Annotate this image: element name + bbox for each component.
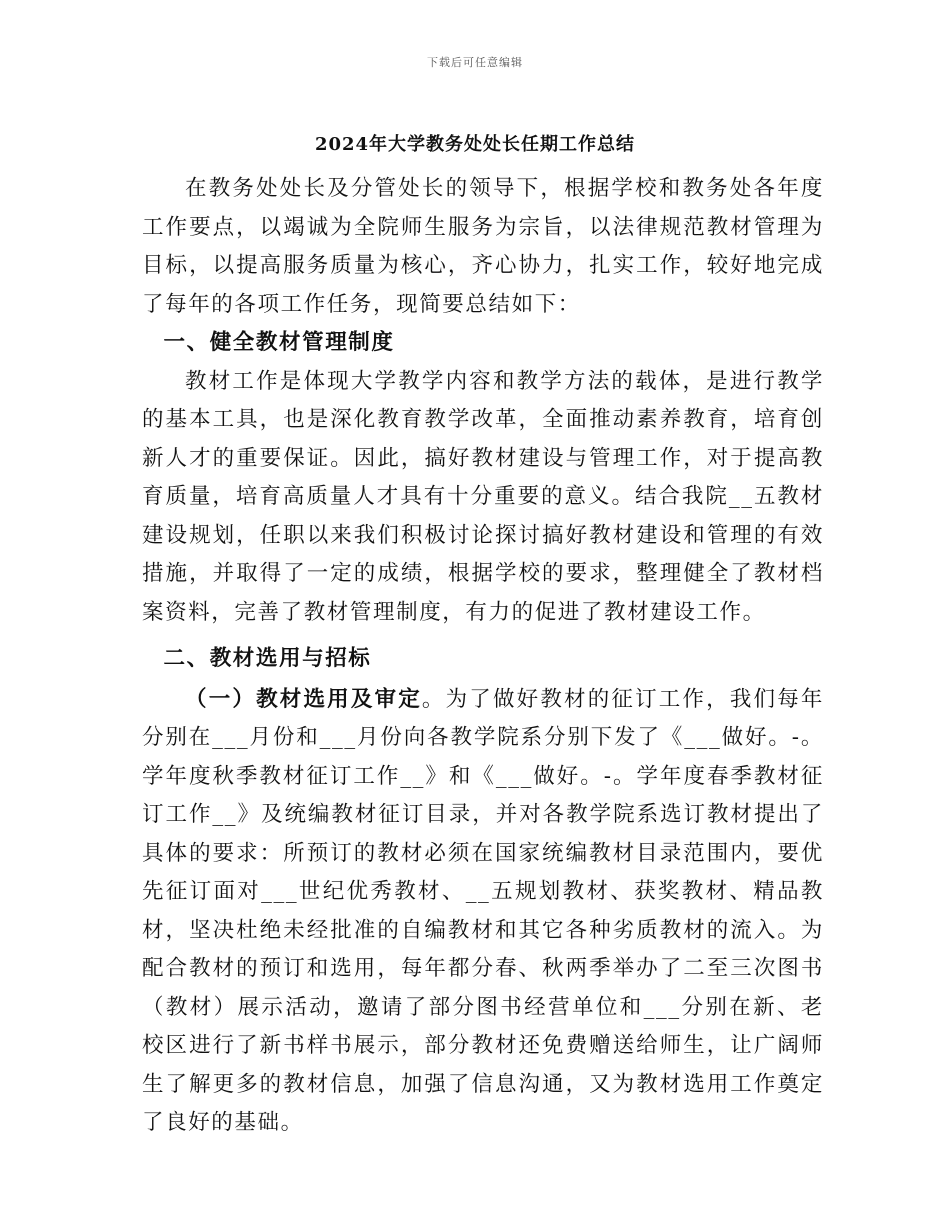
header-note: 下载后可任意编辑 (427, 56, 523, 69)
section-2-paragraph (142, 681, 824, 1143)
document-title: 2024年大学教务处处长任期工作总结 (314, 134, 636, 155)
subsection-1-text: 。为了做好教材的征订工作，我们每年分别在___月份和___月份向各教学院系分别下发了《___做好。-。学年度秋季教材征订工作__》和《___做好。-。学年度春季教材征订工作__》及统编教材征订目录，并对各教学院系选订教材提出了具体的要求：所预订的教材必须在国家统编教材目录范围内，要优先征订面对___世纪优秀教材、__五规划教材、获奖教材、精品教材，坚决杜绝未经批准的自编教材和其它各种劣质教材的流入。为配合教材的预订和选用，每年都分春、秋两季举办了二至三次图书（教材）展示活动，邀请了部分图书经营单位和___分别在新、老校区进行了新书样书展示，部分教材还免费赠送给师生，让广阔师生了解更多的教材信息，加强了信息沟通，又为教材选用工作奠定了良好的基础。 (142, 686, 824, 1135)
document-body (142, 170, 824, 1143)
subsection-1-lead: （一）教材选用及审定 (185, 686, 422, 712)
intro-paragraph: 在教务处处长及分管处长的领导下，根据学校和教务处各年度工作要点，以竭诚为全院师生服务为宗旨，以法律规范教材管理为目标，以提高服务质量为核心，齐心协力，扎实工作，较好地完成了每年的各项工作任务，现简要总结如下： (142, 176, 824, 317)
section-1-paragraph: 教材工作是体现大学教学内容和教学方法的载体，是进行教学的基本工具，也是深化教育教学改革，全面推动素养教育，培育创新人才的重要保证。因此，搞好教材建设与管理工作，对于提高教育质量，培育高质量人才具有十分重要的意义。结合我院__五教材建设规划，任职以来我们积极讨论探讨搞好教材建设和管理的有效措施，并取得了一定的成绩，根据学校的要求，整理健全了教材档案资料，完善了教材管理制度，有力的促进了教材建设工作。 (142, 368, 824, 625)
section-2-heading: 二、教材选用与招标 (163, 646, 372, 671)
section-1-heading: 一、健全教材管理制度 (163, 330, 395, 355)
